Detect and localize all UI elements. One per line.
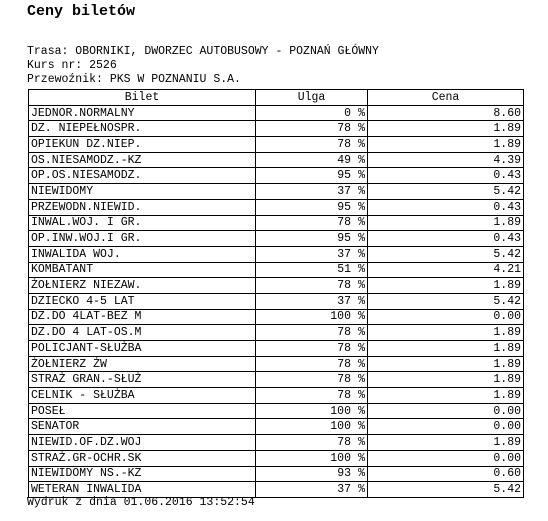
ticket-type-cell: OS.NIESAMODZ.-KZ (29, 152, 256, 168)
discount-cell (256, 435, 368, 451)
ticket-type-cell: OPIEKUN DZ.NIEP. (29, 137, 256, 153)
percent-sign: % (358, 200, 365, 214)
discount-value: 37 (337, 184, 351, 198)
price-cell: 0.43 (368, 168, 524, 184)
ticket-type-cell: NIEWID.OF.DZ.WOJ (29, 435, 256, 451)
table-row (29, 137, 524, 153)
ticket-type-cell: CELNIK - SŁUŻBA (29, 388, 256, 404)
printout-date: Wydruk z dnia 01.06.2016 13:52:54 (27, 496, 255, 509)
price-cell: 0.60 (368, 466, 524, 482)
discount-cell (256, 137, 368, 153)
discount-value: 93 (337, 467, 351, 481)
percent-sign: % (358, 467, 365, 481)
discount-cell (256, 482, 368, 498)
discount-cell (256, 246, 368, 262)
price-cell: 1.89 (368, 215, 524, 231)
table-row (29, 262, 524, 278)
discount-value: 37 (337, 247, 351, 261)
ticket-type-cell: DZ. NIEPEŁNOSPR. (29, 121, 256, 137)
table-row (29, 246, 524, 262)
percent-sign: % (358, 373, 365, 387)
discount-cell (256, 450, 368, 466)
ticket-type-cell: NIEWIDOMY (29, 184, 256, 200)
price-cell: 1.89 (368, 435, 524, 451)
price-cell: 1.89 (368, 325, 524, 341)
price-cell: 5.42 (368, 184, 524, 200)
percent-sign: % (358, 341, 365, 355)
discount-value: 100 (330, 451, 351, 465)
discount-cell (256, 231, 368, 247)
discount-cell (256, 372, 368, 388)
discount-value: 78 (337, 216, 351, 230)
price-cell: 5.42 (368, 246, 524, 262)
ticket-type-cell: POSEŁ (29, 403, 256, 419)
table-row (29, 293, 524, 309)
discount-cell (256, 121, 368, 137)
price-cell: 1.89 (368, 356, 524, 372)
discount-value: 51 (337, 263, 351, 277)
price-cell: 0.00 (368, 403, 524, 419)
discount-cell (256, 262, 368, 278)
percent-sign: % (358, 137, 365, 151)
price-cell: 1.89 (368, 388, 524, 404)
column-header-cena: Cena (368, 90, 524, 106)
price-cell: 5.42 (368, 482, 524, 498)
discount-cell (256, 184, 368, 200)
discount-cell (256, 356, 368, 372)
ticket-type-cell: ŻOŁNIERZ ŻW (29, 356, 256, 372)
discount-cell (256, 215, 368, 231)
discount-value: 95 (337, 232, 351, 246)
ticket-type-cell: STRAŻ GRAN.-SŁUŻ (29, 372, 256, 388)
discount-cell (256, 403, 368, 419)
discount-cell (256, 419, 368, 435)
price-cell: 0.43 (368, 199, 524, 215)
price-cell: 0.00 (368, 450, 524, 466)
ticket-type-cell: ŻOŁNIERZ NIEZAW. (29, 278, 256, 294)
percent-sign: % (358, 310, 365, 324)
percent-sign: % (358, 279, 365, 293)
page-title: Ceny biletów (27, 3, 136, 20)
percent-sign: % (358, 451, 365, 465)
percent-sign: % (358, 420, 365, 434)
table-row (29, 278, 524, 294)
table-row (29, 403, 524, 419)
table-row (29, 152, 524, 168)
price-cell: 5.42 (368, 293, 524, 309)
ticket-type-cell: DZ.DO 4LAT-BEZ M (29, 309, 256, 325)
percent-sign: % (358, 184, 365, 198)
course-number: Kurs nr: 2526 (27, 59, 117, 72)
price-cell: 1.89 (368, 137, 524, 153)
table-row (29, 121, 524, 137)
discount-cell (256, 325, 368, 341)
table-row (29, 466, 524, 482)
ticket-type-cell: DZ.DO 4 LAT-OS.M (29, 325, 256, 341)
column-header-ulga: Ulga (256, 90, 368, 106)
percent-sign: % (358, 263, 365, 277)
discount-cell (256, 341, 368, 357)
ticket-type-cell: SENATOR (29, 419, 256, 435)
percent-sign: % (358, 122, 365, 136)
percent-sign: % (358, 388, 365, 402)
percent-sign: % (358, 232, 365, 246)
route-line: Trasa: OBORNIKI, DWORZEC AUTOBUSOWY - POZNAŃ GŁÓWNY (27, 45, 379, 58)
table-row (29, 168, 524, 184)
price-cell: 1.89 (368, 121, 524, 137)
price-cell: 0.00 (368, 419, 524, 435)
discount-cell (256, 388, 368, 404)
table-row (29, 435, 524, 451)
table-row (29, 356, 524, 372)
table-row (29, 450, 524, 466)
table-row (29, 419, 524, 435)
price-cell: 1.89 (368, 341, 524, 357)
discount-cell (256, 199, 368, 215)
discount-value: 78 (337, 341, 351, 355)
discount-value: 78 (337, 435, 351, 449)
ticket-type-cell: WETERAN INWALIDA (29, 482, 256, 498)
table-row (29, 215, 524, 231)
ticket-type-cell: INWALIDA WOJ. (29, 246, 256, 262)
discount-value: 100 (330, 420, 351, 434)
ticket-type-cell: NIEWIDOMY NS.-KZ (29, 466, 256, 482)
ticket-type-cell: DZIECKO 4-5 LAT (29, 293, 256, 309)
column-header-bilet: Bilet (29, 90, 256, 106)
table-row (29, 184, 524, 200)
table-row (29, 388, 524, 404)
discount-cell (256, 152, 368, 168)
discount-cell (256, 466, 368, 482)
ticket-type-cell: OP.OS.NIESAMODZ. (29, 168, 256, 184)
discount-value: 78 (337, 388, 351, 402)
discount-value: 37 (337, 294, 351, 308)
discount-value: 78 (337, 357, 351, 371)
discount-value: 49 (337, 153, 351, 167)
percent-sign: % (358, 404, 365, 418)
price-cell: 4.21 (368, 262, 524, 278)
discount-value: 95 (337, 200, 351, 214)
discount-value: 78 (337, 279, 351, 293)
ticket-type-cell: INWAL.WOJ. I GR. (29, 215, 256, 231)
discount-value: 0 (344, 106, 351, 120)
table-row (29, 199, 524, 215)
percent-sign: % (358, 357, 365, 371)
percent-sign: % (358, 106, 365, 120)
discount-value: 37 (337, 483, 351, 497)
price-cell: 1.89 (368, 278, 524, 294)
table-header-row (29, 90, 524, 106)
price-cell: 8.60 (368, 105, 524, 121)
table-row (29, 372, 524, 388)
discount-value: 100 (330, 404, 351, 418)
percent-sign: % (358, 483, 365, 497)
discount-value: 100 (330, 310, 351, 324)
discount-value: 78 (337, 137, 351, 151)
percent-sign: % (358, 153, 365, 167)
price-cell: 0.43 (368, 231, 524, 247)
table-row (29, 231, 524, 247)
discount-value: 78 (337, 122, 351, 136)
ticket-type-cell: JEDNOR.NORMALNY (29, 105, 256, 121)
price-cell: 4.39 (368, 152, 524, 168)
discount-cell (256, 105, 368, 121)
price-cell: 0.00 (368, 309, 524, 325)
ticket-price-table (28, 89, 524, 498)
percent-sign: % (358, 169, 365, 183)
table-row (29, 309, 524, 325)
ticket-type-cell: POLICJANT-SŁUŻBA (29, 341, 256, 357)
ticket-type-cell: STRAŻ.GR-OCHR.SK (29, 450, 256, 466)
percent-sign: % (358, 294, 365, 308)
discount-cell (256, 293, 368, 309)
discount-value: 78 (337, 373, 351, 387)
ticket-type-cell: OP.INW.WOJ.I GR. (29, 231, 256, 247)
discount-value: 78 (337, 326, 351, 340)
discount-cell (256, 309, 368, 325)
table-row (29, 325, 524, 341)
discount-cell (256, 168, 368, 184)
table-row (29, 105, 524, 121)
percent-sign: % (358, 326, 365, 340)
price-cell: 1.89 (368, 372, 524, 388)
discount-value: 95 (337, 169, 351, 183)
percent-sign: % (358, 216, 365, 230)
percent-sign: % (358, 247, 365, 261)
table-row (29, 341, 524, 357)
percent-sign: % (358, 435, 365, 449)
ticket-type-cell: PRZEWODN.NIEWID. (29, 199, 256, 215)
carrier-name: Przewoźnik: PKS W POZNANIU S.A. (27, 73, 241, 86)
ticket-type-cell: KOMBATANT (29, 262, 256, 278)
discount-cell (256, 278, 368, 294)
